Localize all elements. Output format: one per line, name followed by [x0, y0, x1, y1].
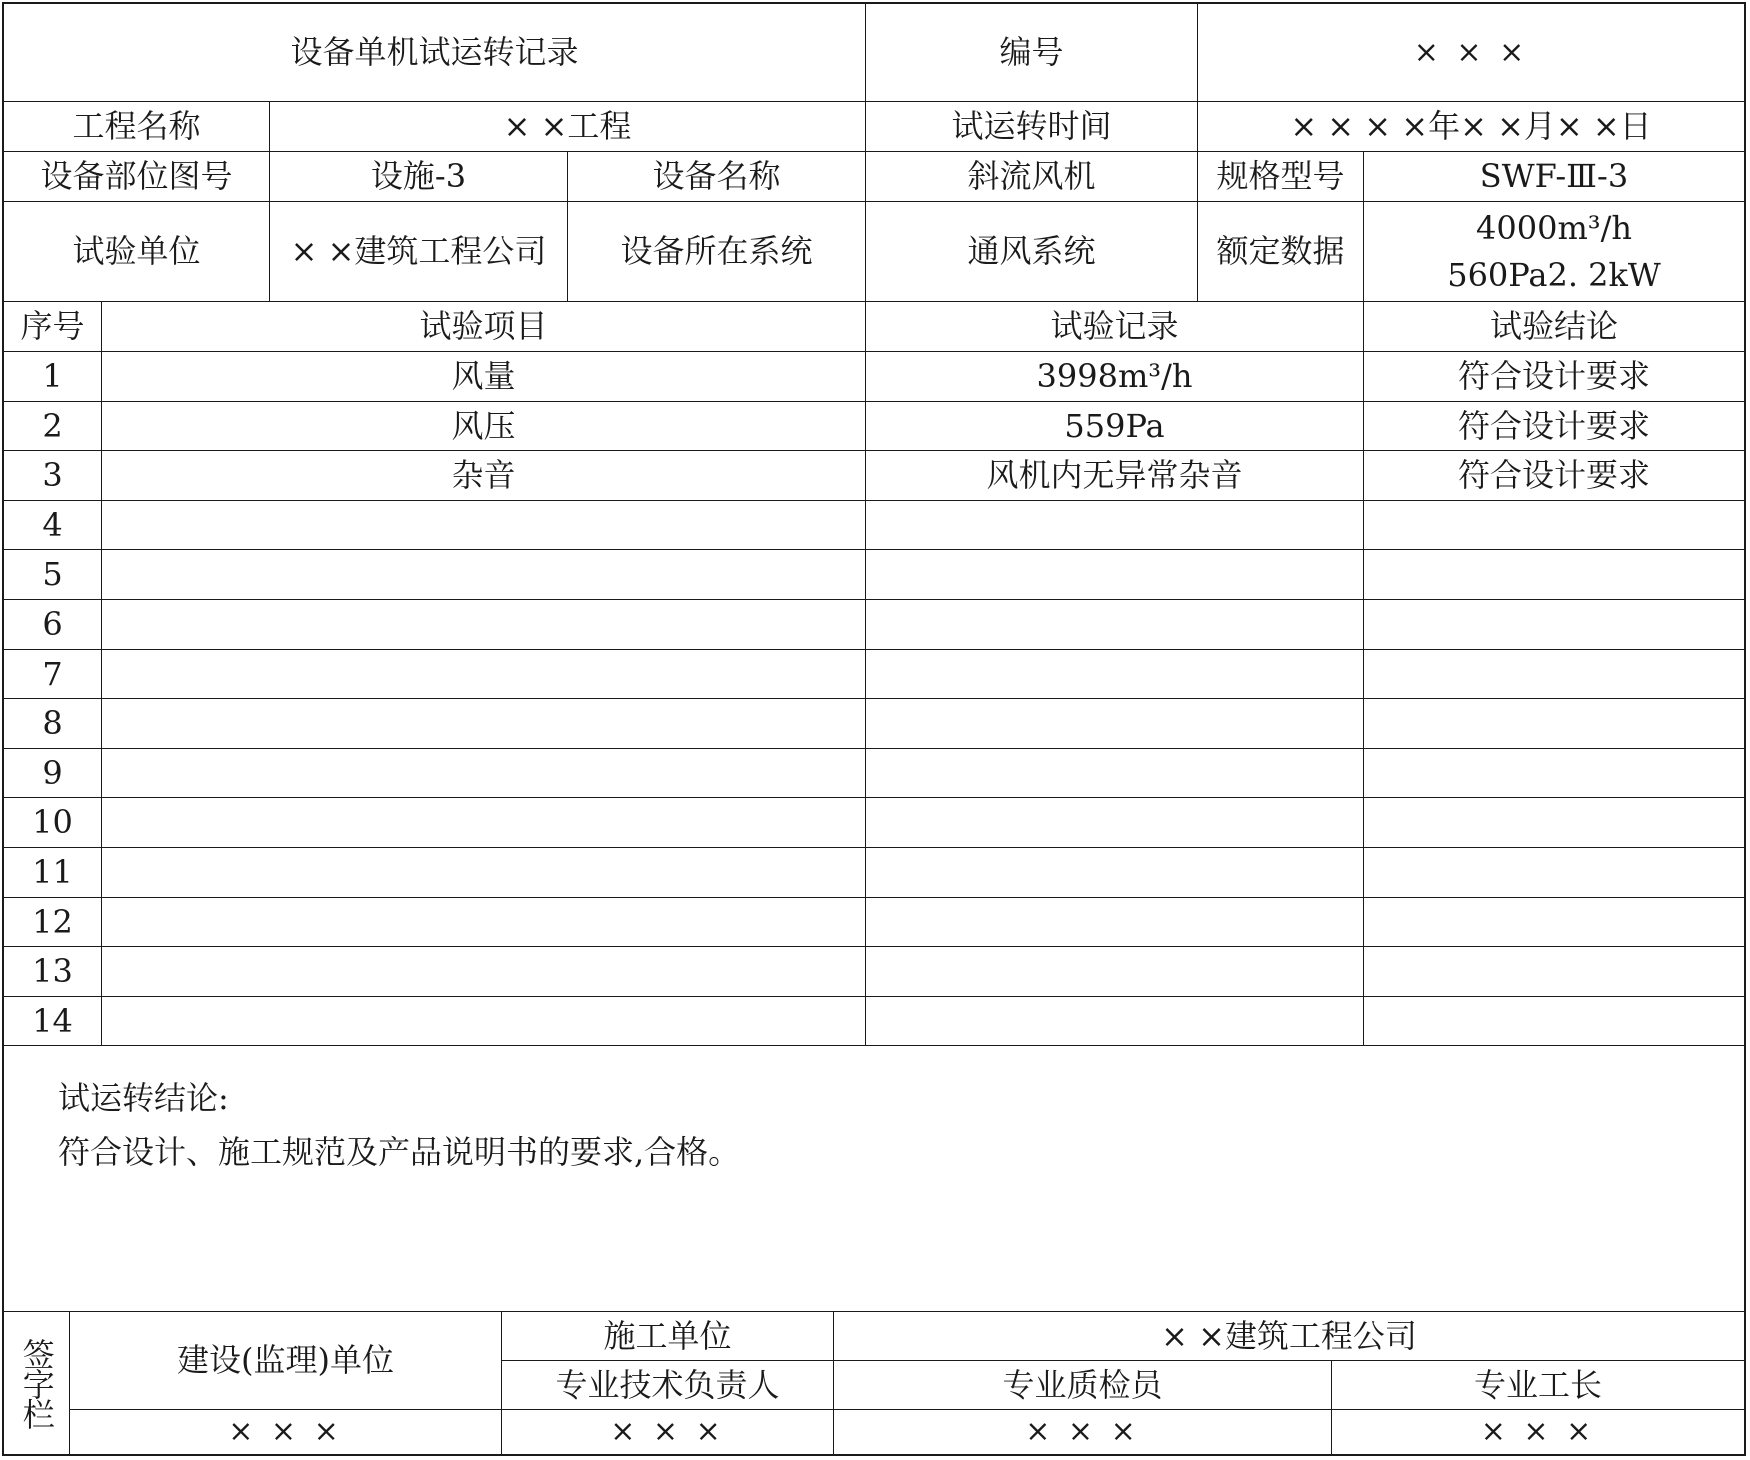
row-item	[102, 749, 866, 799]
tech-lead-label: 专业技术负责人	[502, 1361, 834, 1410]
row-no: 10	[4, 798, 102, 848]
row-item	[102, 550, 866, 600]
row-no: 5	[4, 550, 102, 600]
col-header-item: 试验项目	[102, 302, 866, 352]
row-item	[102, 798, 866, 848]
row-record: 3998m³/h	[866, 352, 1364, 402]
row-result	[1364, 600, 1744, 650]
form-title: 设备单机试运转记录	[4, 4, 866, 102]
rated-data-label: 额定数据	[1198, 202, 1364, 302]
row-record	[866, 947, 1364, 997]
rated-data-value	[1364, 202, 1744, 302]
row-result: 符合设计要求	[1364, 402, 1744, 452]
row-no: 2	[4, 402, 102, 452]
foreman-label: 专业工长	[1332, 1361, 1744, 1410]
conclusion-label: 试运转结论:	[58, 1079, 229, 1117]
row-item	[102, 947, 866, 997]
row-record	[866, 848, 1364, 898]
quality-inspector-signature: × × ×	[834, 1410, 1332, 1454]
row-record	[866, 550, 1364, 600]
row-no: 1	[4, 352, 102, 402]
number-label: 编号	[866, 4, 1198, 102]
row-record: 559Pa	[866, 402, 1364, 452]
row-result: 符合设计要求	[1364, 352, 1744, 402]
row-no: 9	[4, 749, 102, 799]
row-item	[102, 501, 866, 551]
test-unit-value: × ×建筑工程公司	[270, 202, 568, 302]
model-label: 规格型号	[1198, 152, 1364, 202]
rated-flow: 4000m³/h	[1476, 208, 1632, 247]
row-result	[1364, 650, 1744, 700]
row-no: 6	[4, 600, 102, 650]
row-item	[102, 848, 866, 898]
number-value: × × ×	[1198, 4, 1744, 102]
row-result	[1364, 898, 1744, 948]
row-no: 4	[4, 501, 102, 551]
col-header-no: 序号	[4, 302, 102, 352]
col-header-record: 试验记录	[866, 302, 1364, 352]
equipment-trial-run-record-form	[2, 2, 1746, 1456]
client-label: 建设(监理)单位	[70, 1312, 502, 1410]
row-record	[866, 650, 1364, 700]
tech-lead-signature: × × ×	[502, 1410, 834, 1454]
row-result	[1364, 550, 1744, 600]
equipment-name-label: 设备名称	[568, 152, 866, 202]
row-record	[866, 699, 1364, 749]
row-item	[102, 650, 866, 700]
row-result: 符合设计要求	[1364, 451, 1744, 501]
row-record	[866, 997, 1364, 1047]
row-record	[866, 600, 1364, 650]
rated-pressure-power: 560Pa2. 2kW	[1447, 256, 1661, 295]
equipment-name-value: 斜流风机	[866, 152, 1198, 202]
row-result	[1364, 798, 1744, 848]
row-record: 风机内无异常杂音	[866, 451, 1364, 501]
model-value: SWF-Ⅲ-3	[1364, 152, 1744, 202]
contractor-label: 施工单位	[502, 1312, 834, 1361]
col-header-result: 试验结论	[1364, 302, 1744, 352]
drawing-no-value: 设施-3	[270, 152, 568, 202]
quality-inspector-label: 专业质检员	[834, 1361, 1332, 1410]
row-result	[1364, 749, 1744, 799]
row-item: 杂音	[102, 451, 866, 501]
conclusion-text: 符合设计、施工规范及产品说明书的要求,合格。	[58, 1133, 741, 1172]
test-unit-label: 试验单位	[4, 202, 270, 302]
conclusion-block	[4, 1047, 1744, 1312]
client-signature: × × ×	[70, 1410, 502, 1454]
row-result	[1364, 848, 1744, 898]
row-no: 12	[4, 898, 102, 948]
row-record	[866, 749, 1364, 799]
row-item: 风量	[102, 352, 866, 402]
system-value: 通风系统	[866, 202, 1198, 302]
row-no: 8	[4, 699, 102, 749]
project-name-label: 工程名称	[4, 102, 270, 152]
row-record	[866, 798, 1364, 848]
row-result	[1364, 997, 1744, 1047]
row-item	[102, 699, 866, 749]
row-result	[1364, 947, 1744, 997]
row-item	[102, 898, 866, 948]
row-result	[1364, 501, 1744, 551]
run-time-value: × × × ×年× ×月× ×日	[1198, 102, 1744, 152]
drawing-no-label: 设备部位图号	[4, 152, 270, 202]
row-result	[1364, 699, 1744, 749]
row-no: 3	[4, 451, 102, 501]
row-item	[102, 997, 866, 1047]
contractor-value: × ×建筑工程公司	[834, 1312, 1744, 1361]
row-item	[102, 600, 866, 650]
run-time-label: 试运转时间	[866, 102, 1198, 152]
project-name-value: × ×工程	[270, 102, 866, 152]
system-label: 设备所在系统	[568, 202, 866, 302]
row-record	[866, 898, 1364, 948]
row-no: 7	[4, 650, 102, 700]
signature-section-label: 签字栏	[4, 1312, 70, 1454]
row-no: 13	[4, 947, 102, 997]
row-item: 风压	[102, 402, 866, 452]
row-no: 14	[4, 997, 102, 1047]
row-no: 11	[4, 848, 102, 898]
row-record	[866, 501, 1364, 551]
foreman-signature: × × ×	[1480, 1414, 1596, 1449]
